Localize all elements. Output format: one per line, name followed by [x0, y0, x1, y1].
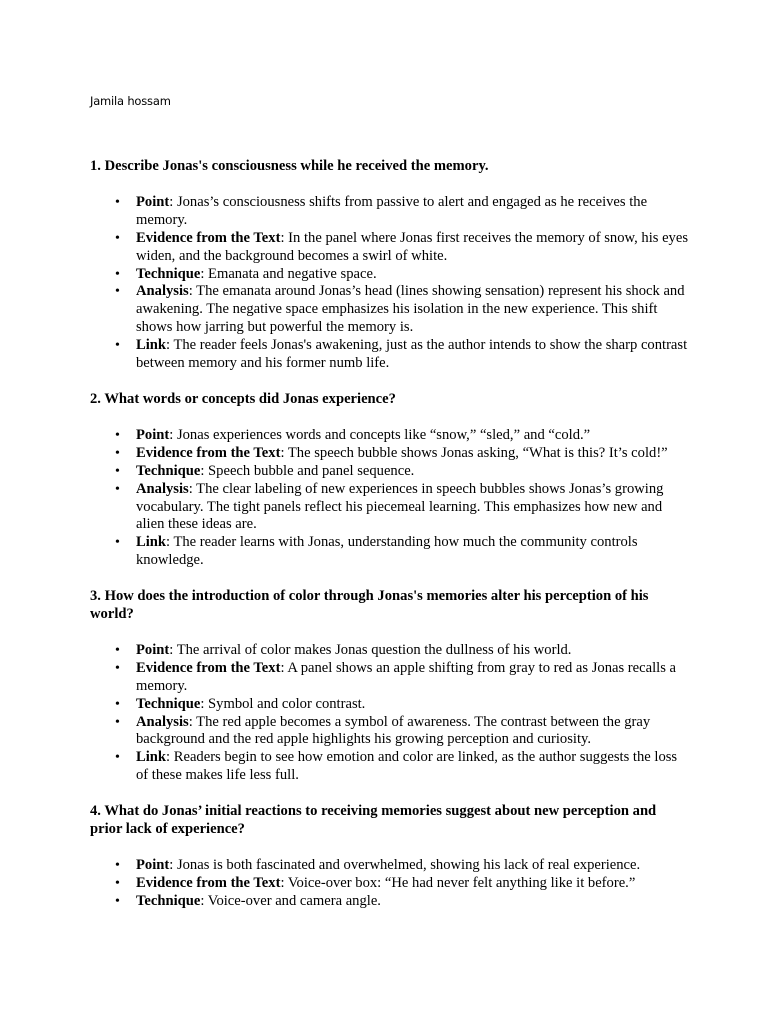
- list-item: [115, 874, 690, 893]
- list-item: [115, 265, 690, 284]
- bullet-icon: •: [115, 750, 120, 766]
- bullet-icon: •: [115, 893, 120, 909]
- list-item: [115, 713, 690, 750]
- bullet-icon: •: [115, 427, 120, 443]
- question-heading: 4. What do Jonas’ initial reactions to receiving memories suggest about new perception and prior lack of experience?: [90, 803, 657, 838]
- author-name: Jamila hossam: [90, 94, 171, 108]
- point-text: : Emanata and negative space.: [200, 265, 377, 282]
- point-text: : Voice-over and camera angle.: [200, 892, 381, 909]
- list-item: [115, 337, 690, 373]
- document-body: [90, 158, 690, 929]
- list-item: [115, 193, 690, 230]
- point-text: : The arrival of color makes Jonas question the dullness of his world.: [169, 641, 572, 658]
- point-text: : In the panel where Jonas first receives the memory of snow, his eyes widen, and the background becomes a swirl of white.: [136, 229, 689, 264]
- point-label: Link: [136, 749, 167, 766]
- bullet-icon: •: [115, 284, 120, 300]
- point-label: Technique: [136, 892, 201, 909]
- point-text: : The red apple becomes a symbol of awareness. The contrast between the gray background and the red apple highlights his growing perception and curiosity.: [136, 713, 651, 748]
- point-text: : The emanata around Jonas’s head (lines showing sensation) represent his shock and awakening. The negative space emphasizes his isolation in the new experience. This shift shows how jarring but powerful the memory is.: [136, 283, 685, 336]
- question-heading: 3. How does the introduction of color through Jonas's memories alter his perception of his world?: [90, 588, 649, 623]
- bullet-icon: •: [115, 481, 120, 497]
- bullet-icon: •: [115, 535, 120, 551]
- point-label: Point: [136, 193, 170, 210]
- point-text: : Speech bubble and panel sequence.: [200, 462, 415, 479]
- list-item: [115, 695, 690, 714]
- point-label: Point: [136, 641, 170, 658]
- bullet-icon: •: [115, 230, 120, 246]
- point-label: Evidence from the Text: [136, 229, 281, 246]
- point-text: : The reader learns with Jonas, understanding how much the community controls knowledge.: [136, 534, 638, 569]
- point-label: Evidence from the Text: [136, 659, 281, 676]
- point-text: : The clear labeling of new experiences in speech bubbles shows Jonas’s growing vocabulary. The tight panels reflect his piecemeal learning. This emphasizes how new and alien these ideas are.: [136, 480, 664, 533]
- point-text: : Jonas experiences words and concepts like “snow,” “sled,” and “cold.”: [169, 426, 591, 443]
- list-item: [115, 462, 690, 481]
- list-item: [115, 857, 690, 875]
- bullet-icon: •: [115, 858, 120, 873]
- question-heading: 2. What words or concepts did Jonas experience?: [90, 390, 396, 407]
- list-item: [115, 426, 690, 445]
- point-list: [90, 194, 690, 373]
- point-label: Technique: [136, 265, 201, 282]
- point-list: [90, 427, 690, 570]
- point-text: : Jonas’s consciousness shifts from passive to alert and engaged as he receives the memory.: [136, 193, 648, 228]
- point-text: : The speech bubble shows Jonas asking, “What is this? It’s cold!”: [280, 444, 668, 461]
- list-item: [115, 283, 690, 337]
- point-label: Point: [136, 857, 170, 873]
- point-text: : A panel shows an apple shifting from gray to red as Jonas recalls a memory.: [136, 659, 677, 694]
- point-text: : Symbol and color contrast.: [200, 695, 366, 712]
- list-item: [115, 892, 690, 911]
- bullet-icon: •: [115, 714, 120, 730]
- bullet-icon: •: [115, 445, 120, 461]
- question-heading: 1. Describe Jonas's consciousness while he received the memory.: [90, 158, 489, 174]
- bullet-icon: •: [115, 875, 120, 891]
- list-item: [115, 480, 690, 535]
- point-label: Technique: [136, 462, 201, 479]
- point-label: Evidence from the Text: [136, 444, 281, 461]
- bullet-icon: •: [115, 194, 120, 210]
- list-item: [115, 534, 690, 570]
- point-label: Technique: [136, 695, 201, 712]
- point-text: : Jonas is both fascinated and overwhelmed, showing his lack of real experience.: [169, 857, 641, 873]
- bullet-icon: •: [115, 266, 120, 282]
- bullet-icon: •: [115, 642, 120, 658]
- point-label: Analysis: [136, 713, 189, 730]
- list-item: [115, 659, 690, 696]
- list-item: [115, 641, 690, 660]
- list-item: [115, 749, 690, 785]
- bullet-icon: •: [115, 696, 120, 712]
- point-text: : The reader feels Jonas's awakening, just as the author intends to show the sharp contrast between memory and his former numb life.: [136, 337, 688, 372]
- point-label: Link: [136, 534, 167, 551]
- point-label: Evidence from the Text: [136, 874, 281, 891]
- point-list: [90, 857, 690, 911]
- point-label: Point: [136, 426, 170, 443]
- bullet-icon: •: [115, 660, 120, 676]
- point-text: : Voice-over box: “He had never felt anything like it before.”: [280, 874, 636, 891]
- point-text: : Readers begin to see how emotion and color are linked, as the author suggests the loss of these makes life less full.: [136, 749, 678, 784]
- list-item: [115, 444, 690, 463]
- point-label: Link: [136, 337, 167, 354]
- list-item: [115, 229, 690, 266]
- bullet-icon: •: [115, 338, 120, 354]
- point-label: Analysis: [136, 480, 189, 497]
- point-list: [90, 642, 690, 785]
- bullet-icon: •: [115, 463, 120, 479]
- point-label: Analysis: [136, 283, 189, 300]
